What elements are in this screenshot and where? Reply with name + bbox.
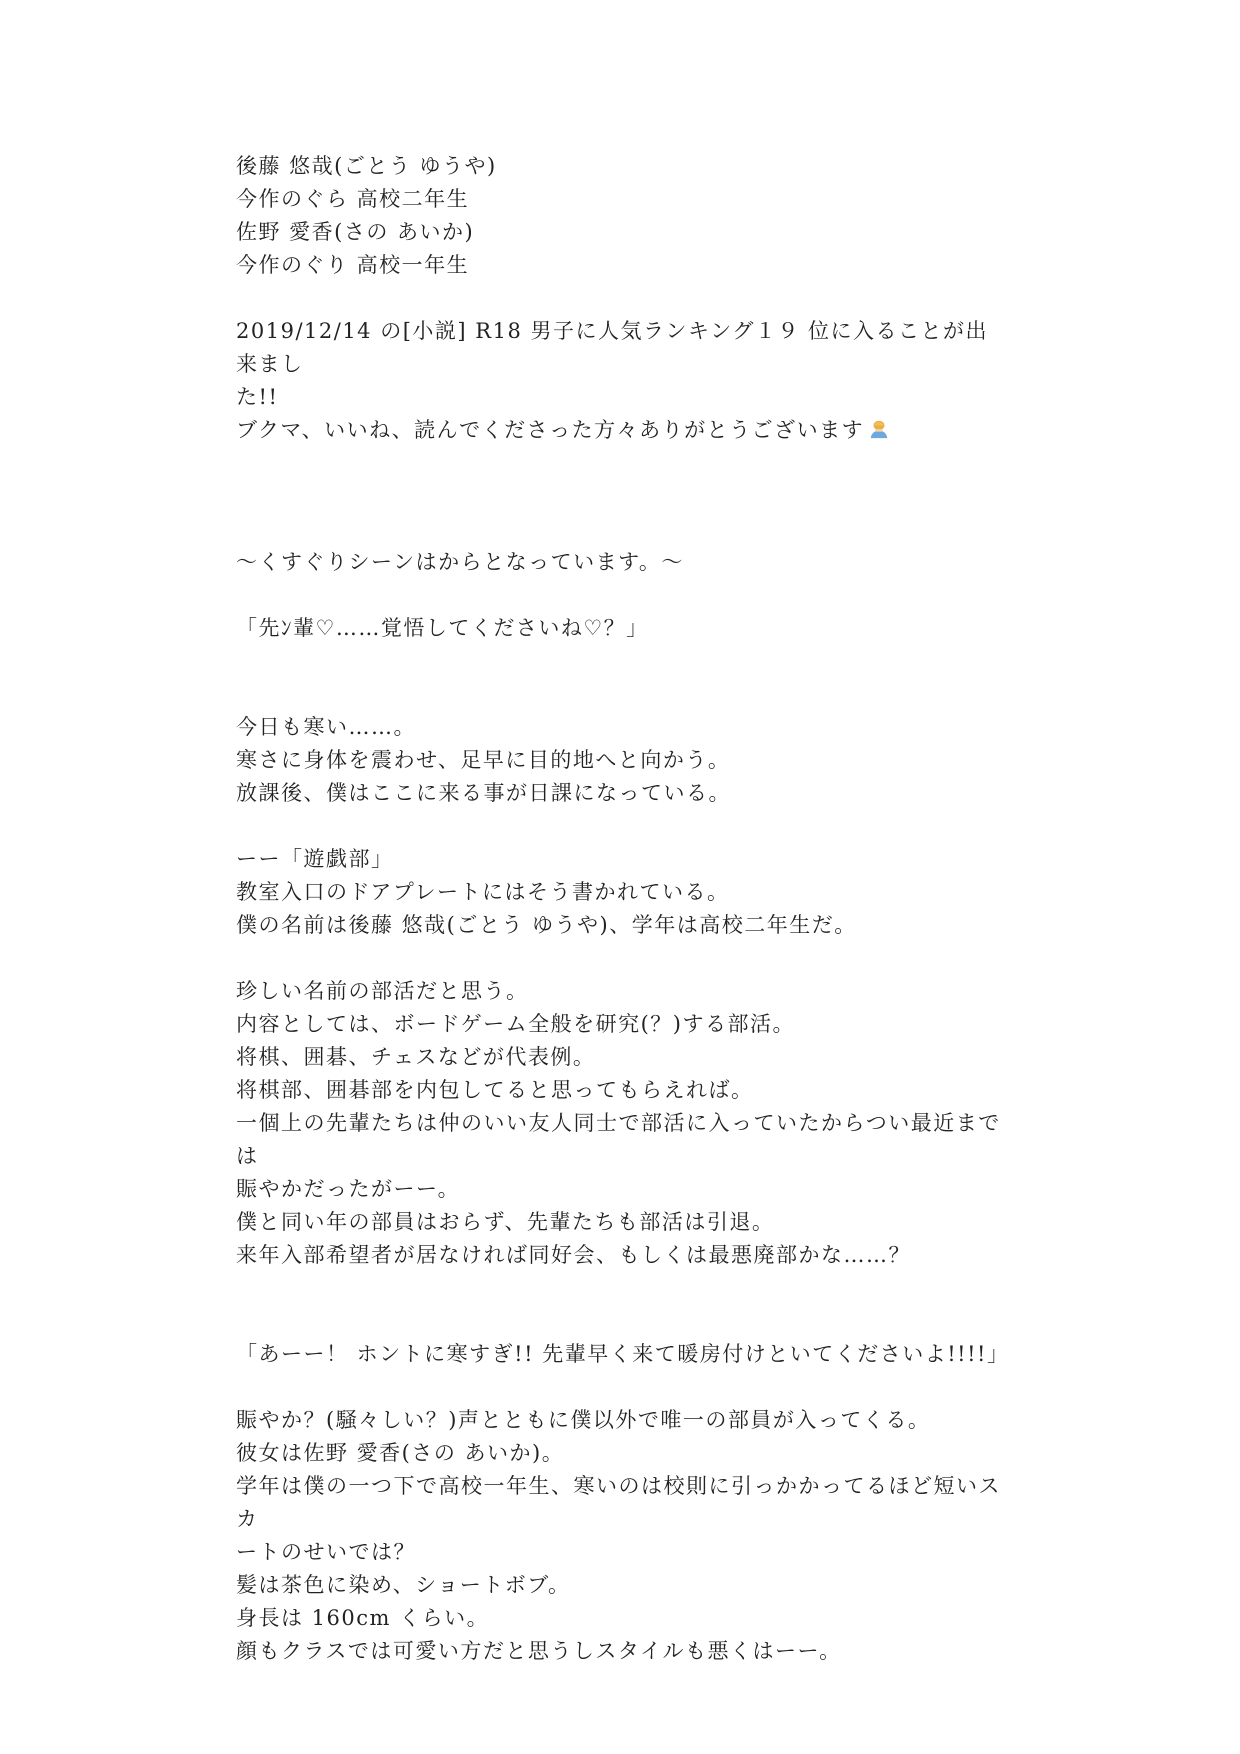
paragraph-2-line: 教室入口のドアプレートにはそう書かれている。 — [236, 880, 730, 904]
paragraph-1-line: 寒さに身体を震わせ、足早に目的地へと向かう。 — [236, 748, 731, 772]
paragraph-3-line: 内容としては、ボードゲーム全般を研究(？)する部活。 — [236, 1012, 795, 1036]
scene-notice: 〜くすぐりシーンはからとなっています。〜 — [236, 550, 684, 574]
ranking-line-1: 2019/12/14 の[小説] R18 男子に人気ランキング１９ 位に入ることが出来まし — [236, 319, 989, 376]
spacer — [236, 447, 1008, 546]
opening-quote: 「先ﾝ輩♡……覚悟してくださいね♡？」 — [236, 616, 649, 640]
dialogue-line: 「あーー！ ホントに寒すぎ!! 先輩早く来て暖房付けといてくださいよ!!!!」 — [236, 1342, 1010, 1366]
ranking-line-2: た!! — [236, 385, 279, 409]
spacer — [236, 810, 1008, 843]
spacer — [236, 282, 1008, 315]
paragraph-4-line: ートのせいでは？ — [236, 1540, 416, 1564]
paragraph-1-line: 放課後、僕はここに来る事が日課になっている。 — [236, 781, 731, 805]
paragraph-3-line: 珍しい名前の部活だと思う。 — [236, 979, 529, 1003]
paragraph-3-line: 賑やかだったがーー。 — [236, 1177, 461, 1201]
character-line-3: 佐野 愛香(さの あいか) — [236, 220, 475, 244]
paragraph-4-line: 身長は 160cm くらい。 — [236, 1606, 490, 1630]
thanks-line — [236, 414, 1008, 447]
thanks-text: ブクマ、いいね、読んでくださった方々ありがとうございます — [236, 418, 865, 442]
spacer — [236, 942, 1008, 975]
paragraph-3-line: 一個上の先輩たちは仲のいい友人同士で部活に入っていたからつい最近までは — [236, 1111, 1001, 1168]
paragraph-4-line: 髪は茶色に染め、ショートボブ。 — [236, 1573, 571, 1597]
paragraph-2-line: ーー「遊戯部」 — [236, 847, 394, 871]
spacer — [236, 1371, 1008, 1404]
bowing-person-icon — [868, 418, 890, 440]
paragraph-4-line: 顔もクラスでは可愛い方だと思うしスタイルも悪くはーー。 — [236, 1639, 842, 1663]
character-line-2: 今作のぐら 高校二年生 — [236, 187, 470, 211]
paragraph-2-line: 僕の名前は後藤 悠哉(ごとう ゆうや)、学年は高校二年生だ。 — [236, 913, 857, 937]
paragraph-3-line: 僕と同い年の部員はおらず、先輩たちも部活は引退。 — [236, 1210, 775, 1234]
character-line-1: 後藤 悠哉(ごとう ゆうや) — [236, 154, 497, 178]
paragraph-3-line: 将棋、囲碁、チェスなどが代表例。 — [236, 1045, 596, 1069]
paragraph-1-line: 今日も寒い……。 — [236, 715, 416, 739]
paragraph-4-line: 賑やか？(騒々しい？)声とともに僕以外で唯一の部員が入ってくる。 — [236, 1408, 931, 1432]
spacer — [236, 1272, 1008, 1338]
spacer — [236, 645, 1008, 711]
paragraph-3-line: 来年入部希望者が居なければ同好会、もしくは最悪廃部かな……？ — [236, 1243, 911, 1267]
character-line-4: 今作のぐり 高校一年生 — [236, 253, 470, 277]
spacer — [236, 579, 1008, 612]
paragraph-4-line: 学年は僕の一つ下で高校一年生、寒いのは校則に引っかかってるほど短いスカ — [236, 1474, 1001, 1531]
paragraph-3-line: 将棋部、囲碁部を内包してると思ってもらえれば。 — [236, 1078, 754, 1102]
novel-text — [236, 150, 1008, 1668]
paragraph-4-line: 彼女は佐野 愛香(さの あいか)。 — [236, 1441, 565, 1465]
